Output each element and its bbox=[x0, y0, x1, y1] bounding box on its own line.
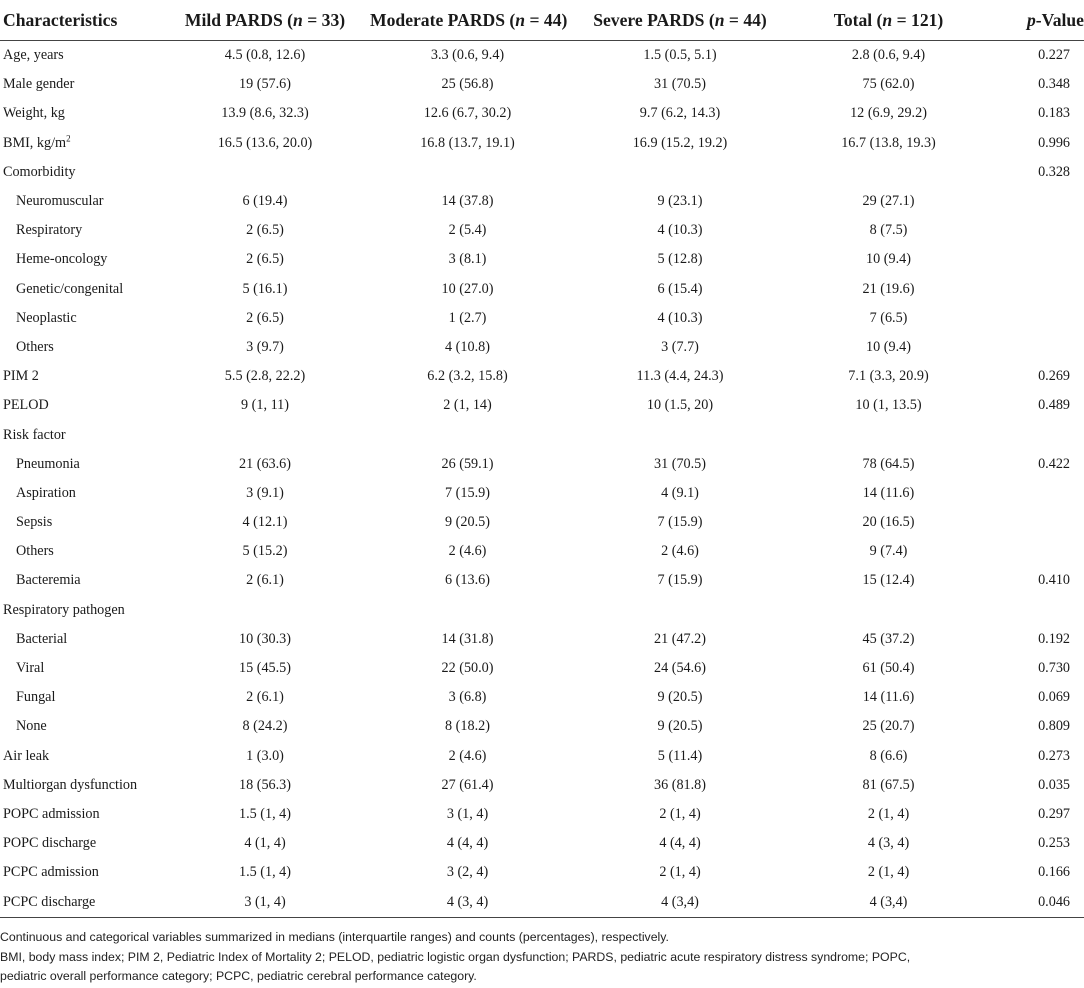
cell-moderate: 2 (4.6) bbox=[448, 747, 487, 764]
table-row bbox=[0, 41, 1084, 71]
row-label bbox=[0, 275, 160, 304]
cell-p-value: 0.046 bbox=[982, 887, 1084, 917]
cell-total: 21 (19.6) bbox=[862, 280, 915, 297]
table-row bbox=[0, 129, 1084, 158]
cell-severe: 16.9 (15.2, 19.2) bbox=[632, 134, 728, 151]
cell-severe: 1.5 (0.5, 5.1) bbox=[643, 47, 717, 64]
cell-severe: 36 (81.8) bbox=[653, 776, 706, 793]
cell-total: 16.7 (13.8, 19.3) bbox=[841, 134, 936, 151]
table-row bbox=[0, 596, 1084, 625]
cell-severe: 9 (20.5) bbox=[657, 718, 703, 735]
cell-moderate: 22 (50.0) bbox=[441, 660, 494, 677]
cell-total: 2.8 (0.6, 9.4) bbox=[851, 47, 926, 64]
row-label bbox=[0, 41, 160, 71]
cell-moderate: 14 (37.8) bbox=[441, 193, 494, 210]
cell-mild: 4.5 (0.8, 12.6) bbox=[224, 47, 306, 64]
cell-mild: 5 (16.1) bbox=[242, 280, 288, 297]
cell-p-value: 0.273 bbox=[1038, 747, 1070, 764]
row-label bbox=[0, 362, 160, 391]
row-label-superscript: 2 bbox=[66, 132, 71, 143]
cell-mild bbox=[160, 596, 370, 625]
cell-p-value bbox=[982, 479, 1084, 508]
cell-moderate: 3.3 (0.6, 9.4) bbox=[430, 47, 505, 64]
cell-p-value bbox=[982, 216, 1084, 245]
cell-total: 75 (62.0) bbox=[862, 76, 915, 93]
row-label bbox=[0, 742, 160, 771]
row-label-text: PIM 2 bbox=[3, 368, 39, 385]
cell-moderate: 3 (8.1) bbox=[448, 251, 487, 268]
cell-p-value: 0.166 bbox=[1038, 864, 1070, 881]
cell-mild: 4 (1, 4) bbox=[244, 835, 286, 852]
cell-mild: 10 (30.3) bbox=[238, 630, 291, 647]
header-severe: Severe PARDS (n = 44) bbox=[565, 0, 795, 41]
row-label-text: Air leak bbox=[3, 747, 50, 764]
table-row bbox=[0, 537, 1084, 566]
table-body bbox=[0, 41, 1084, 918]
cell-p-value: 0.809 bbox=[1038, 718, 1070, 735]
row-label bbox=[0, 420, 160, 449]
row-label bbox=[0, 887, 160, 917]
table-row bbox=[0, 683, 1084, 712]
cell-total: 45 (37.2) bbox=[862, 630, 915, 647]
row-label bbox=[0, 129, 160, 158]
cell-mild: 2 (6.5) bbox=[246, 222, 284, 239]
cell-severe: 5 (12.8) bbox=[657, 251, 703, 268]
cell-moderate: 4 (3, 4) bbox=[370, 887, 565, 917]
row-label bbox=[0, 70, 160, 99]
row-label bbox=[0, 566, 160, 595]
cell-mild: 21 (63.6) bbox=[238, 455, 291, 472]
cell-mild: 9 (1, 11) bbox=[241, 397, 289, 414]
table-row bbox=[0, 333, 1084, 362]
row-label bbox=[0, 771, 160, 800]
cell-mild: 2 (6.5) bbox=[246, 251, 284, 268]
cell-p-value bbox=[982, 245, 1084, 274]
row-label-text: Multiorgan dysfunction bbox=[3, 776, 138, 793]
row-label-text: Bacteremia bbox=[16, 572, 81, 589]
row-label-text: Age, years bbox=[3, 47, 64, 64]
cell-mild: 4 (12.1) bbox=[242, 514, 288, 531]
cell-severe bbox=[565, 420, 795, 449]
cell-mild: 3 (1, 4) bbox=[160, 887, 370, 917]
footnote-line: pediatric overall performance category; PCPC, pediatric cerebral performance category. bbox=[0, 969, 477, 983]
cell-p-value: 0.227 bbox=[1038, 47, 1070, 64]
cell-p-value bbox=[982, 275, 1084, 304]
cell-severe: 4 (9.1) bbox=[661, 484, 699, 501]
cell-severe: 4 (3,4) bbox=[565, 887, 795, 917]
table-row bbox=[0, 566, 1084, 595]
cell-moderate: 4 (10.8) bbox=[445, 338, 490, 355]
row-label bbox=[0, 304, 160, 333]
cell-severe: 2 (4.6) bbox=[661, 543, 699, 560]
cell-moderate: 7 (15.9) bbox=[445, 484, 490, 501]
row-label-text: Heme-oncology bbox=[16, 251, 108, 268]
table-row bbox=[0, 99, 1084, 128]
row-label-text: Others bbox=[16, 338, 54, 355]
table-row bbox=[0, 829, 1084, 858]
table-row bbox=[0, 450, 1084, 479]
row-label-text: Sepsis bbox=[16, 514, 53, 531]
cell-severe: 9 (20.5) bbox=[657, 689, 703, 706]
cell-total bbox=[795, 420, 982, 449]
cell-mild: 1 (3.0) bbox=[246, 747, 284, 764]
table-row bbox=[0, 508, 1084, 537]
row-label bbox=[0, 537, 160, 566]
cell-severe: 9 (23.1) bbox=[657, 193, 703, 210]
table-row bbox=[0, 391, 1084, 420]
cell-mild: 3 (9.1) bbox=[246, 484, 284, 501]
table-row bbox=[0, 887, 1084, 917]
row-label-text: Fungal bbox=[16, 689, 56, 706]
cell-severe: 3 (7.7) bbox=[661, 338, 699, 355]
cell-severe bbox=[565, 596, 795, 625]
row-label-text: Male gender bbox=[3, 76, 75, 93]
table-row bbox=[0, 158, 1084, 187]
cell-p-value bbox=[982, 508, 1084, 537]
cell-p-value bbox=[982, 333, 1084, 362]
cell-mild: 1.5 (1, 4) bbox=[238, 805, 291, 822]
cell-moderate: 10 (27.0) bbox=[441, 280, 494, 297]
cell-severe: 4 (10.3) bbox=[657, 222, 703, 239]
cell-mild bbox=[160, 420, 370, 449]
cell-total: 8 (7.5) bbox=[869, 222, 908, 239]
cell-total: 20 (16.5) bbox=[862, 514, 915, 531]
cell-mild: 6 (19.4) bbox=[242, 193, 288, 210]
table-row bbox=[0, 771, 1084, 800]
row-label-text: Respiratory pathogen bbox=[3, 601, 125, 618]
row-label-text: Respiratory bbox=[16, 222, 83, 239]
table-row bbox=[0, 275, 1084, 304]
row-label bbox=[0, 450, 160, 479]
cell-total: 2 (1, 4) bbox=[867, 864, 910, 881]
row-label bbox=[0, 829, 160, 858]
cell-severe: 24 (54.6) bbox=[653, 660, 706, 677]
cell-p-value: 0.328 bbox=[1038, 163, 1070, 180]
cell-moderate: 3 (1, 4) bbox=[446, 805, 489, 822]
cell-total: 9 (7.4) bbox=[869, 543, 908, 560]
cell-severe: 4 (10.3) bbox=[657, 309, 703, 326]
cell-mild: 5 (15.2) bbox=[242, 543, 288, 560]
row-label bbox=[0, 858, 160, 887]
cell-moderate: 8 (18.2) bbox=[445, 718, 490, 735]
row-label bbox=[0, 158, 160, 187]
table-row bbox=[0, 742, 1084, 771]
row-label-text: PCPC discharge bbox=[3, 893, 96, 910]
cell-p-value bbox=[982, 304, 1084, 333]
row-label bbox=[0, 391, 160, 420]
cell-severe: 6 (15.4) bbox=[657, 280, 703, 297]
cell-mild: 2 (6.1) bbox=[246, 689, 284, 706]
row-label bbox=[0, 800, 160, 829]
row-label-text: Neuromuscular bbox=[16, 193, 104, 210]
cell-severe: 7 (15.9) bbox=[657, 514, 703, 531]
cell-p-value: 0.069 bbox=[1038, 689, 1070, 706]
cell-mild: 1.5 (1, 4) bbox=[238, 864, 291, 881]
row-label bbox=[0, 333, 160, 362]
cell-p-value bbox=[982, 537, 1084, 566]
cell-total: 78 (64.5) bbox=[862, 455, 915, 472]
cell-p-value bbox=[982, 187, 1084, 216]
cell-moderate: 3 (6.8) bbox=[448, 689, 487, 706]
cell-moderate: 26 (59.1) bbox=[441, 455, 494, 472]
footnote-line: BMI, body mass index; PIM 2, Pediatric Index of Mortality 2; PELOD, pediatric logistic organ dysfunction; PARDS, pediatric acute respiratory distress syndrome; POPC, bbox=[0, 949, 911, 964]
table-header-row bbox=[0, 0, 1084, 41]
cell-mild: 3 (9.7) bbox=[246, 338, 284, 355]
row-label-text: Comorbidity bbox=[3, 163, 76, 180]
cell-total: 4 (3, 4) bbox=[867, 835, 910, 852]
cell-p-value: 0.253 bbox=[1038, 835, 1070, 852]
row-label-text: Bacterial bbox=[16, 630, 68, 647]
cell-p-value: 0.035 bbox=[1038, 776, 1070, 793]
cell-moderate: 6.2 (3.2, 15.8) bbox=[427, 368, 508, 385]
cell-p-value: 0.422 bbox=[1038, 455, 1070, 472]
cell-total: 15 (12.4) bbox=[862, 572, 915, 589]
cell-total: 14 (11.6) bbox=[862, 484, 915, 501]
table-row bbox=[0, 187, 1084, 216]
row-label-text: PELOD bbox=[3, 397, 49, 414]
header-moderate: Moderate PARDS (n = 44) bbox=[370, 0, 565, 41]
row-label bbox=[0, 99, 160, 128]
cell-total: 12 (6.9, 29.2) bbox=[850, 105, 927, 122]
row-label bbox=[0, 508, 160, 537]
cell-total: 10 (1, 13.5) bbox=[855, 397, 922, 414]
cell-severe: 2 (1, 4) bbox=[659, 864, 701, 881]
cell-severe: 5 (11.4) bbox=[657, 747, 703, 764]
cell-p-value: 0.192 bbox=[1038, 630, 1070, 647]
cell-p-value bbox=[982, 596, 1084, 625]
cell-p-value: 0.996 bbox=[1038, 134, 1070, 151]
cell-severe: 31 (70.5) bbox=[653, 76, 706, 93]
cell-p-value: 0.730 bbox=[1038, 660, 1070, 677]
cell-moderate bbox=[370, 596, 565, 625]
cell-p-value: 0.348 bbox=[1038, 76, 1070, 93]
row-label-text: BMI, kg/m bbox=[3, 134, 67, 151]
cell-severe: 10 (1.5, 20) bbox=[646, 397, 714, 414]
footnote-line: Continuous and categorical variables summarized in medians (interquartile ranges) and counts (percentages), respectively. bbox=[0, 930, 669, 944]
cell-moderate: 2 (5.4) bbox=[448, 222, 487, 239]
cell-total: 14 (11.6) bbox=[862, 689, 915, 706]
table-row bbox=[0, 420, 1084, 449]
row-label-text: Genetic/congenital bbox=[16, 280, 124, 297]
cell-mild: 5.5 (2.8, 22.2) bbox=[224, 368, 306, 385]
cell-mild: 8 (24.2) bbox=[242, 718, 288, 735]
row-label-text: None bbox=[16, 718, 47, 735]
cell-mild: 2 (6.5) bbox=[246, 309, 284, 326]
cell-severe bbox=[565, 158, 795, 187]
row-label-text: Weight, kg bbox=[3, 105, 65, 122]
table-row bbox=[0, 625, 1084, 654]
cell-total: 2 (1, 4) bbox=[867, 805, 910, 822]
cell-mild: 16.5 (13.6, 20.0) bbox=[217, 134, 313, 151]
row-label-text: Aspiration bbox=[16, 484, 76, 501]
cell-mild: 13.9 (8.6, 32.3) bbox=[221, 105, 309, 122]
table-row bbox=[0, 216, 1084, 245]
cell-severe: 11.3 (4.4, 24.3) bbox=[636, 368, 724, 385]
cell-moderate: 3 (2, 4) bbox=[446, 864, 489, 881]
cell-total bbox=[795, 596, 982, 625]
cell-p-value bbox=[982, 420, 1084, 449]
header-characteristics: Characteristics bbox=[0, 0, 160, 41]
table-row bbox=[0, 858, 1084, 887]
cell-severe: 21 (47.2) bbox=[653, 630, 706, 647]
cell-moderate: 9 (20.5) bbox=[445, 514, 490, 531]
row-label bbox=[0, 625, 160, 654]
cell-moderate: 25 (56.8) bbox=[441, 76, 494, 93]
table-row bbox=[0, 362, 1084, 391]
cell-total: 10 (9.4) bbox=[866, 251, 911, 268]
row-label bbox=[0, 683, 160, 712]
table-row bbox=[0, 479, 1084, 508]
cell-moderate: 4 (4, 4) bbox=[446, 835, 489, 852]
cell-severe: 31 (70.5) bbox=[653, 455, 706, 472]
cell-moderate bbox=[370, 420, 565, 449]
cell-mild: 19 (57.6) bbox=[238, 76, 291, 93]
cell-p-value: 0.297 bbox=[1038, 805, 1070, 822]
row-label-text: POPC discharge bbox=[3, 835, 97, 852]
row-label-text: Pneumonia bbox=[16, 455, 80, 472]
table-row bbox=[0, 245, 1084, 274]
table-row bbox=[0, 304, 1084, 333]
cell-mild: 2 (6.1) bbox=[246, 572, 284, 589]
cell-total: 7 (6.5) bbox=[869, 309, 908, 326]
cell-total: 7.1 (3.3, 20.9) bbox=[848, 368, 929, 385]
cell-p-value: 0.489 bbox=[1038, 397, 1070, 414]
cell-severe: 9.7 (6.2, 14.3) bbox=[639, 105, 721, 122]
cell-moderate: 2 (1, 14) bbox=[443, 397, 492, 414]
row-label-text: POPC admission bbox=[3, 805, 100, 822]
cell-moderate: 14 (31.8) bbox=[441, 630, 494, 647]
row-label-text: Others bbox=[16, 543, 54, 560]
cell-severe: 7 (15.9) bbox=[657, 572, 703, 589]
row-label-text: Risk factor bbox=[3, 426, 66, 443]
cell-severe: 4 (4, 4) bbox=[659, 835, 701, 852]
cell-p-value: 0.410 bbox=[1038, 572, 1070, 589]
cell-total: 8 (6.6) bbox=[869, 747, 908, 764]
cell-total: 10 (9.4) bbox=[866, 338, 911, 355]
row-label bbox=[0, 216, 160, 245]
cell-moderate: 2 (4.6) bbox=[448, 543, 487, 560]
table-row bbox=[0, 654, 1084, 683]
row-label-text: Neoplastic bbox=[16, 309, 77, 326]
cell-total: 4 (3,4) bbox=[795, 887, 982, 917]
header-total: Total (n = 121) bbox=[795, 0, 982, 41]
row-label bbox=[0, 596, 160, 625]
cell-severe: 2 (1, 4) bbox=[659, 805, 701, 822]
table-row bbox=[0, 800, 1084, 829]
table-row bbox=[0, 70, 1084, 99]
row-label-text: PCPC admission bbox=[3, 864, 99, 881]
cell-moderate: 1 (2.7) bbox=[448, 309, 487, 326]
table-footnotes bbox=[0, 928, 1084, 987]
cell-moderate: 27 (61.4) bbox=[441, 776, 494, 793]
cell-mild: 18 (56.3) bbox=[238, 776, 291, 793]
cell-p-value: 0.183 bbox=[1038, 105, 1070, 122]
cell-mild: 15 (45.5) bbox=[238, 660, 291, 677]
cell-total bbox=[795, 158, 982, 187]
cell-mild bbox=[160, 158, 370, 187]
cell-total: 61 (50.4) bbox=[862, 660, 915, 677]
header-p-value: p-Value bbox=[982, 0, 1084, 41]
row-label bbox=[0, 187, 160, 216]
cell-moderate: 16.8 (13.7, 19.1) bbox=[420, 134, 515, 151]
row-label bbox=[0, 654, 160, 683]
cell-total: 29 (27.1) bbox=[862, 193, 915, 210]
row-label-text: Viral bbox=[16, 660, 45, 677]
cell-moderate: 6 (13.6) bbox=[445, 572, 490, 589]
cell-total: 25 (20.7) bbox=[862, 718, 915, 735]
cell-moderate bbox=[370, 158, 565, 187]
cell-total: 81 (67.5) bbox=[862, 776, 915, 793]
table-row bbox=[0, 712, 1084, 741]
header-mild: Mild PARDS (n = 33) bbox=[160, 0, 370, 41]
row-label bbox=[0, 712, 160, 741]
cell-moderate: 12.6 (6.7, 30.2) bbox=[423, 105, 512, 122]
row-label bbox=[0, 479, 160, 508]
row-label bbox=[0, 245, 160, 274]
cell-p-value: 0.269 bbox=[1038, 368, 1070, 385]
